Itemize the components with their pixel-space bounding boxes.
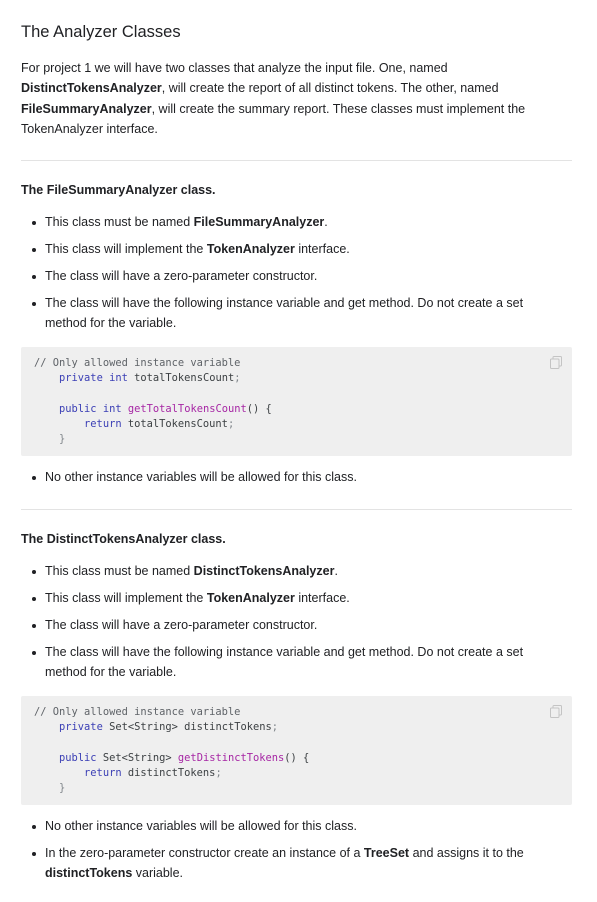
code-identifier: totalTokensCount xyxy=(121,417,228,430)
copy-icon[interactable] xyxy=(550,705,562,718)
list-item xyxy=(21,293,561,334)
bullet-icon xyxy=(32,248,36,252)
list-item xyxy=(21,561,561,581)
bullet-icon xyxy=(32,651,36,655)
bullet-text: In the zero-parameter constructor create an instance of a xyxy=(45,845,364,860)
code-type: Set<String> xyxy=(96,751,172,764)
bullet-bold: TokenAnalyzer xyxy=(206,590,295,605)
file-summary-after xyxy=(21,467,561,487)
code-keyword: public xyxy=(59,751,97,764)
intro-bold-1: DistinctTokensAnalyzer xyxy=(21,81,162,96)
bullet-text: . xyxy=(324,215,328,229)
bullet-text: variable. xyxy=(132,866,184,881)
file-summary-heading: The FileSummaryAnalyzer class. xyxy=(21,183,216,197)
bullet-text: No other instance variables will be allowed for this class. xyxy=(45,819,357,833)
bullet-text: interface. xyxy=(294,241,350,256)
intro-paragraph xyxy=(21,58,573,139)
file-summary-bullets xyxy=(21,212,561,333)
list-item xyxy=(21,642,561,683)
bullet-icon xyxy=(32,624,36,628)
distinct-bullets xyxy=(21,561,561,682)
bullet-bold: TreeSet xyxy=(363,845,410,860)
bullet-text: The class will have a zero-parameter constructor. xyxy=(45,268,318,283)
code-identifier: distinctTokens xyxy=(177,721,272,734)
intro-text-1: For project 1 we will have two classes that analyze the input file. One, named xyxy=(21,61,448,75)
code-keyword: int xyxy=(102,402,122,415)
list-item xyxy=(21,467,561,487)
list-item xyxy=(21,239,561,259)
bullet-icon xyxy=(32,852,36,856)
divider xyxy=(21,509,572,510)
code-type: Set<String> xyxy=(102,721,178,734)
intro-text-3: , will create the summary report. These classes must implement the TokenAnalyzer interface. xyxy=(21,101,526,136)
code-content: // Only allowed instance variable private int totalTokensCount; public int getTotalTokensCount() { return totalTokensCount; } xyxy=(34,357,272,446)
bullet-icon xyxy=(32,825,36,829)
page-title: The Analyzer Classes xyxy=(21,23,181,41)
code-punct: () { xyxy=(246,402,272,415)
code-keyword: public xyxy=(59,402,97,415)
bullet-text: interface. xyxy=(294,590,350,605)
code-identifier: totalTokensCount xyxy=(127,372,235,385)
bullet-icon xyxy=(32,221,36,225)
bullet-text: and assigns it to the xyxy=(409,845,524,860)
list-item xyxy=(21,615,561,635)
bullet-icon xyxy=(32,476,36,480)
code-function: getDistinctTokens xyxy=(177,751,285,764)
bullet-text: This class will implement the xyxy=(45,241,207,256)
list-item xyxy=(21,212,561,232)
code-block-file-summary xyxy=(21,347,572,456)
bullet-text: This class must be named xyxy=(45,564,194,578)
bullet-text: The class will have a zero-parameter constructor. xyxy=(45,617,318,632)
bullet-text: This class will implement the xyxy=(45,590,207,605)
bullet-icon xyxy=(32,302,36,306)
code-punct: () { xyxy=(284,751,310,764)
bullet-bold: TokenAnalyzer xyxy=(206,241,295,256)
bullet-bold: distinctTokens xyxy=(45,866,133,881)
bullet-bold: FileSummaryAnalyzer xyxy=(193,215,325,229)
code-comment: // Only allowed instance variable xyxy=(34,357,241,369)
code-keyword: return xyxy=(84,766,122,779)
distinct-heading: The DistinctTokensAnalyzer class. xyxy=(21,532,226,546)
bullet-text: The class will have the following instance variable and get method. Do not create a set method for the variable. xyxy=(45,644,524,679)
bullet-bold: DistinctTokensAnalyzer xyxy=(193,564,335,578)
list-item xyxy=(21,843,561,884)
bullet-icon xyxy=(32,597,36,601)
copy-icon[interactable] xyxy=(550,356,562,369)
intro-bold-2: FileSummaryAnalyzer xyxy=(21,101,152,116)
intro-text-2: , will create the report of all distinct tokens. The other, named xyxy=(161,81,499,96)
bullet-text: No other instance variables will be allowed for this class. xyxy=(45,470,357,484)
bullet-text: . xyxy=(334,564,338,578)
distinct-after xyxy=(21,816,561,883)
code-punct: } xyxy=(59,782,66,795)
list-item xyxy=(21,588,561,608)
code-function: getTotalTokensCount xyxy=(127,402,247,415)
bullet-icon xyxy=(32,275,36,279)
bullet-text: This class must be named xyxy=(45,215,194,229)
code-block-distinct xyxy=(21,696,572,805)
code-identifier: distinctTokens xyxy=(121,766,216,779)
code-content: // Only allowed instance variable private Set<String> distinctTokens; public Set<String> getDistinctTokens() { return distinctTokens; } xyxy=(34,706,310,795)
code-comment: // Only allowed instance variable xyxy=(34,706,241,718)
code-keyword: private xyxy=(59,721,103,734)
bullet-icon xyxy=(32,570,36,574)
code-punct: } xyxy=(59,433,66,446)
code-keyword: private xyxy=(59,372,103,385)
list-item xyxy=(21,816,561,836)
bullet-text: The class will have the following instance variable and get method. Do not create a set method for the variable. xyxy=(45,295,524,330)
divider xyxy=(21,160,572,161)
code-keyword: return xyxy=(84,417,122,430)
code-keyword: int xyxy=(109,372,128,385)
list-item xyxy=(21,266,561,286)
